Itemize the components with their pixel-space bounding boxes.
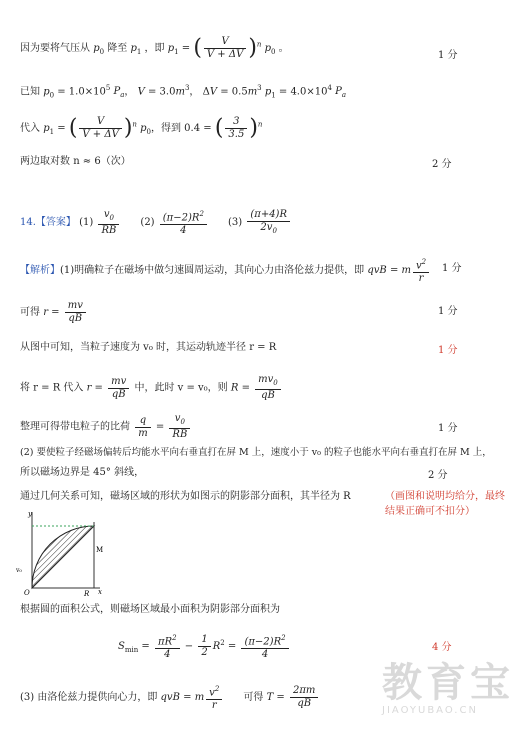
smin-formula: $S_{min}$ = $\frac{\pi R^2}{4}$ − $\frac{1}{2}$ $R^2$ = $\frac{(\pi-2)R^2}{4}$ — [118, 632, 291, 661]
grading-note: （画图和说明均给分，最终结果正确可不扣分） — [385, 491, 505, 517]
p2-line-3: 通过几何关系可知，磁场区域的形状为如图示的阴影部分面积，其半径为 R — [20, 491, 351, 502]
p2-line-2: 所以磁场边界是 45° 斜线， — [20, 467, 145, 478]
r-label: R — [84, 590, 90, 596]
q14-answers: 14.【答案】 (1) $\frac{v_0}{RB}$ (2) $\frac{(\pi-2)R^2}{4}$ (3) $\frac{(\pi+4)R}{2v_0}$ — [20, 208, 292, 237]
dai-line: 将 r = R 代入 r = $\frac{mv}{qB}$ 中，此时 v = v₀，则 R = $\frac{mv_0}{qB}$ — [20, 374, 283, 402]
magnetic-field-figure — [14, 508, 104, 596]
line-2: 已知 $p_0 = 1.0\times 10^5$ $P_a$， $V = 3.0m^3$， $\Delta V = 0.5m^3$ $p_1 = 4.0\times 10^4$ $P_a$ — [20, 84, 347, 100]
kede-line: 可得 r = $\frac{mv}{qB}$ — [20, 300, 88, 325]
watermark — [382, 661, 514, 716]
zl-line: 整理可得带电粒子的比荷 $\frac{q}{m}$ = $\frac{v_0}{RB}$ — [20, 413, 192, 441]
y-label: y — [28, 510, 32, 518]
line-1-text: 因为要将气压从 — [20, 43, 90, 54]
gen-line: 根据圆的面积公式，则磁场区域最小面积为阴影部分面积为 — [20, 604, 280, 615]
score-p2: 2 分 — [428, 470, 448, 481]
p3-line: (3) 由洛伦兹力提供向心力，即 qvB = m $\frac{v^2}{r}$ 可得 T = $\frac{2\pi m}{qB}$ — [20, 683, 320, 712]
m-label: M — [96, 546, 104, 554]
jiexi-line: 【解析】(1)明确粒子在磁场中做匀速圆周运动，其向心力由洛伦兹力提供，即 qvB = m $\frac{v^2}{r}$ — [20, 256, 431, 285]
tu-line: 从图中可知，当粒子速度为 v₀ 时，其运动轨迹半径 r = R — [20, 342, 277, 353]
shaded-region — [32, 526, 94, 588]
origin-label: O — [24, 589, 30, 596]
score-1: 1 分 — [438, 50, 458, 61]
p2-line-1: (2) 要使粒子经磁场偏转后均能水平向右垂直打在屏 M 上，速度小于 v₀ 的粒子也能水平向右垂直打在屏 M 上， — [20, 447, 492, 458]
score-gen: 4 分 — [432, 642, 452, 653]
score-jx: 1 分 — [442, 263, 462, 274]
watermark-big: 教育宝 — [382, 660, 514, 706]
score-tu: 1 分 — [438, 345, 458, 356]
line-3: 代入 $p_1$ = ( $\frac{V}{V + \Delta V}$ )$^n$ $p_0$，得到 0.4 = ( $\frac{3}{3.5}$ )$^n$ — [20, 115, 263, 141]
score-kd: 1 分 — [438, 306, 458, 317]
line-4: 两边取对数 n ≈ 6（次） — [20, 156, 131, 167]
score-4: 2 分 — [432, 159, 452, 170]
score-zl: 1 分 — [438, 423, 458, 434]
line-1: 因为要将气压从 $p_0$ 降至 $p_1$ ，即 $p_1$ = ( $\frac{V}{V + \Delta V}$ )$^n$ $p_0$ 。 — [20, 35, 289, 61]
watermark-small: JIAOYUBAO.CN — [382, 705, 478, 716]
x-label: x — [98, 588, 102, 596]
v0-label: v₀ — [16, 567, 22, 574]
